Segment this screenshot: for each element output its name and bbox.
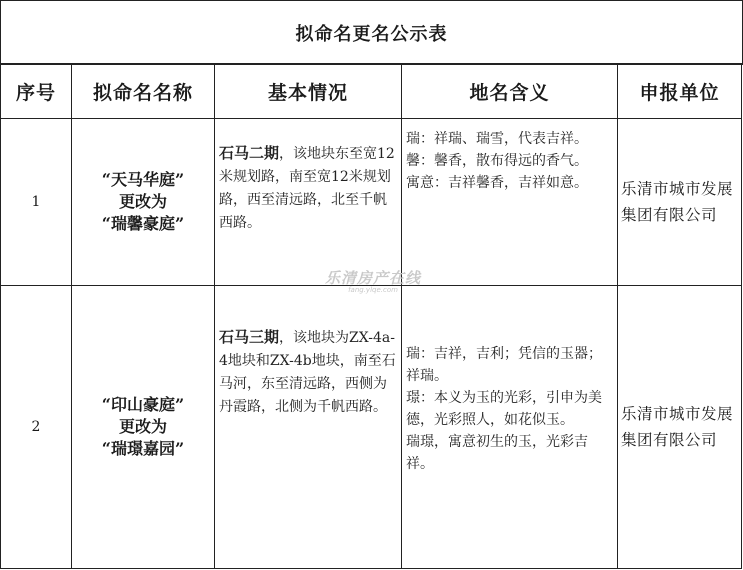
row-1-new-name: “瑞馨豪庭” [101, 214, 185, 233]
header-unit: 申报单位 [617, 63, 741, 118]
row-2-info-bold: 石马三期 [219, 328, 280, 346]
row-2-name [71, 285, 214, 568]
row-2-meaning-line-3: 瑞璟，寓意初生的玉，光彩吉祥。 [406, 434, 588, 472]
row-1-basic-info [214, 118, 401, 285]
row-2-change-label: 更改为 [118, 417, 167, 436]
header-meaning: 地名含义 [401, 63, 617, 118]
row-1-change-label: 更改为 [118, 192, 167, 211]
row-1-meaning-line-2: 馨：馨香，散布得远的香气。 [406, 153, 588, 169]
row-2-unit: 乐清市城市发展集团有限公司 [617, 285, 741, 568]
row-2-new-name: “瑞璟嘉园” [101, 439, 185, 458]
row-2-meaning [401, 285, 617, 568]
row-2-seq: 2 [0, 285, 71, 568]
row-2-meaning-line-1: 瑞：吉祥，吉利；凭信的玉器；祥瑞。 [406, 346, 602, 384]
row-1-seq: 1 [0, 118, 71, 285]
header-basic-info: 基本情况 [214, 63, 401, 118]
watermark-main-text: 乐清房产在线 [324, 269, 421, 287]
watermark-sub-text: fang.ylqe.com [348, 286, 398, 294]
table-title: 拟命名更名公示表 [0, 0, 743, 65]
row-1-meaning-line-1: 瑞：祥瑞、瑞雪，代表吉祥。 [406, 131, 588, 147]
row-2-info-text: ，该地块为ZX-4a-4地块和ZX-4b地块，南至石马河，东至清远路，西侧为丹霞路，北侧为千帆西路。 [219, 330, 396, 415]
row-1-name [71, 118, 214, 285]
table-right-border [741, 63, 742, 569]
row-1-meaning [401, 118, 617, 285]
row-2-basic-info [214, 285, 401, 568]
row-1-info-bold: 石马二期 [219, 144, 280, 162]
row-1-info-text: ，该地块东至宽12米规划路，南至宽12米规划路，西至清远路，北至千帆西路。 [219, 146, 395, 231]
row-1-meaning-line-3: 寓意：吉祥馨香，吉祥如意。 [406, 175, 588, 191]
row-2-meaning-line-2: 璟：本义为玉的光彩，引申为美德，光彩照人，如花似玉。 [406, 390, 602, 428]
table-bottom-border [0, 568, 742, 569]
header-proposed-name: 拟命名名称 [71, 63, 214, 118]
row-1-old-name: “天马华庭” [101, 170, 185, 189]
header-seq: 序号 [0, 63, 71, 118]
row-2-old-name: “印山豪庭” [101, 395, 185, 414]
row-1-unit: 乐清市城市发展集团有限公司 [617, 118, 741, 285]
